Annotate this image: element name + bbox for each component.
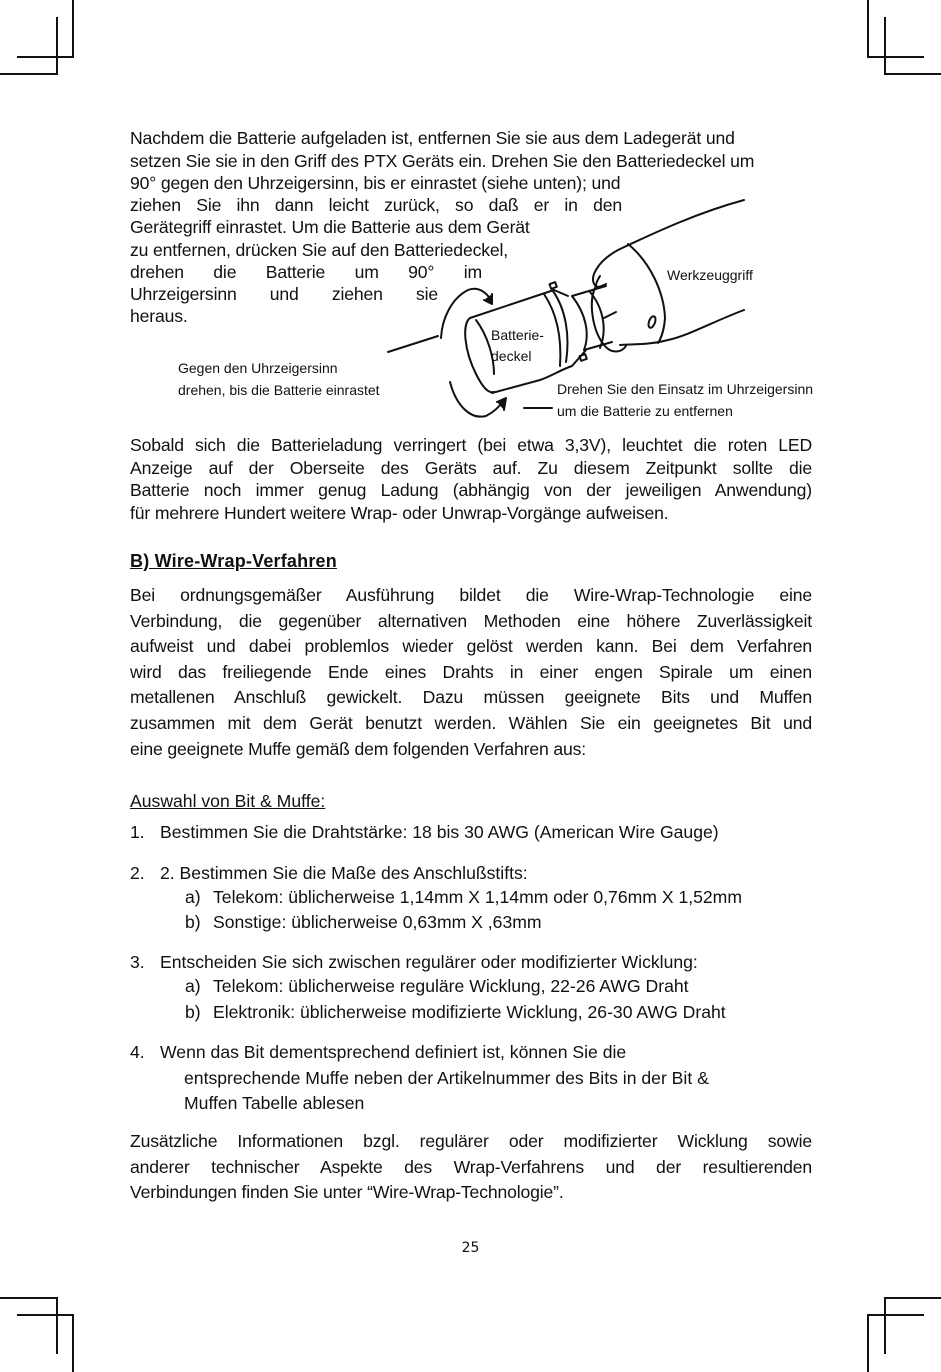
list-number: 1. [130, 822, 145, 842]
text-line: Uhrzeigersinn und ziehen sie [130, 284, 438, 304]
text-line: eine geeignete Muffe gemäß dem folgenden Verfahren aus: [130, 738, 587, 759]
list-text: Wenn das Bit dementsprechend definiert ist, können Sie die [160, 1042, 627, 1062]
text-line: Sobald sich die Batterieladung verringert (bei etwa 3,3V), leuchtet die roten LED [130, 435, 812, 455]
text-line: anderer technischer Aspekte des Wrap-Verfahrens und der resultierenden [130, 1156, 812, 1177]
label-tool-grip: Werkzeuggriff [667, 267, 753, 283]
text-line: setzen Sie sie in den Griff des PTX Geräts ein. Drehen Sie den Batteriedeckel um [130, 150, 755, 171]
label-battery-cap [491, 325, 544, 367]
text-line: für mehrere Hundert weitere Wrap- oder Unwrap-Vorgänge aufweisen. [130, 502, 669, 523]
label-line: um die Batterie zu entfernen [557, 403, 733, 419]
crop-mark [867, 1314, 869, 1372]
label-battery-cap-line: deckel [491, 348, 532, 364]
text-line: metallenen Anschluß gewickelt. Dazu müssen geeignete Bits und Muffen [130, 687, 812, 708]
label-battery-cap-line: Batterie- [491, 327, 544, 343]
list-item [130, 862, 528, 884]
text-line: drehen die Batterie um 90° im [130, 262, 482, 282]
subsection-heading: Auswahl von Bit & Muffe: [130, 791, 326, 811]
grip-seam [628, 244, 665, 343]
sub-list-text: Elektronik: üblicherweise modifizierte Wicklung, 26-30 AWG Draht [213, 1002, 726, 1022]
battery-insertion-illustration [0, 0, 941, 440]
list-item-continuation: entsprechende Muffe neben der Artikelnummer des Bits in der Bit & [184, 1068, 709, 1088]
label-line: Drehen Sie den Einsatz im Uhrzeigersinn [557, 381, 814, 397]
sub-list-letter: a) [185, 976, 201, 996]
rotate-arrow-icon [450, 382, 504, 417]
text-line: Verbindungen finden Sie unter “Wire-Wrap-Technologie”. [130, 1182, 564, 1203]
sub-list-text: Telekom: üblicherweise 1,14mm X 1,14mm oder 0,76mm X 1,52mm [213, 887, 742, 907]
list-item-continuation: Muffen Tabelle ablesen [184, 1093, 365, 1113]
battery-low-paragraph [130, 434, 812, 524]
list-text: Entscheiden Sie sich zwischen regulärer oder modifizierter Wicklung: [160, 952, 698, 972]
list-item [130, 821, 719, 843]
list-number: 2. [130, 863, 145, 883]
text-line: Nachdem die Batterie aufgeladen ist, entfernen Sie sie aus dem Ladegerät und [130, 128, 735, 148]
label-clockwise [557, 378, 813, 422]
text-line: zusammen mit dem Gerät benutzt werden. Wählen Sie ein geeignetes Bit und [130, 712, 812, 733]
sub-list-letter: a) [185, 887, 201, 907]
crop-mark [884, 1297, 886, 1354]
text-line: Verbindung, die gegenüber alternativen Methoden eine höhere Zuverlässigkeit [130, 610, 812, 631]
crop-mark [72, 1314, 74, 1372]
page-number: 25 [461, 1240, 480, 1256]
label-line: drehen, bis die Batterie einrastet [178, 382, 380, 398]
list-item [130, 1041, 627, 1063]
text-line: Gerätegriff einrastet. Um die Batterie aus dem Gerät [130, 217, 530, 237]
text-line: Bei ordnungsgemäßer Ausführung bildet die Wire-Wrap-Technologie eine [130, 585, 812, 605]
section-heading: B) Wire-Wrap-Verfahren [130, 551, 337, 571]
list-number: 4. [130, 1042, 145, 1062]
text-line: heraus. [130, 306, 188, 326]
crop-mark [867, 1314, 924, 1316]
text-line: zu entfernen, drücken Sie auf den Batteriedeckel, [130, 239, 509, 260]
sub-list-text: Telekom: üblicherweise reguläre Wicklung, 22-26 AWG Draht [213, 976, 689, 996]
text-line: aufweist und dabei problemlos wieder gelöst werden kann. Bei dem Verfahren [130, 636, 812, 657]
leader-line [388, 336, 438, 352]
sub-list-letter: b) [185, 1002, 201, 1022]
sub-list-item [185, 975, 689, 997]
sub-list-item [185, 1001, 726, 1023]
crop-mark [0, 1297, 58, 1299]
text-line: wird das freiliegende Ende eines Drahts in einer engen Spirale um einen [130, 661, 812, 682]
sub-list-item [185, 911, 542, 933]
list-text: Bestimmen Sie die Drahtstärke: 18 bis 30 AWG (American Wire Gauge) [160, 822, 719, 842]
crop-mark [17, 1314, 74, 1316]
text-line: Zusätzliche Informationen bzgl. regulärer oder modifizierter Wicklung sowie [130, 1131, 812, 1151]
list-text: 2. Bestimmen Sie die Maße des Anschlußstifts: [160, 863, 528, 883]
sub-list-item [185, 886, 742, 908]
list-number: 3. [130, 952, 145, 972]
text-line: Batterie noch immer genug Ladung (abhängig von der jeweiligen Anwendung) [130, 480, 812, 500]
section-b-paragraph [130, 583, 812, 762]
text-line: ziehen Sie ihn dann leicht zurück, so daß er in den [130, 195, 622, 215]
crop-mark [56, 1297, 58, 1354]
crop-mark [884, 1297, 941, 1299]
list-item [130, 951, 698, 973]
label-counterclockwise [178, 357, 380, 401]
sub-list-text: Sonstige: üblicherweise 0,63mm X ,63mm [213, 912, 542, 932]
text-line: 90° gegen den Uhrzeigersinn, bis er einrastet (siehe unten); und [130, 173, 621, 193]
text-line: Anzeige auf der Oberseite des Geräts auf. Zu diesem Zeitpunkt sollte die [130, 457, 812, 478]
closing-paragraph [130, 1129, 812, 1206]
label-line: Gegen den Uhrzeigersinn [178, 360, 338, 376]
sub-list-letter: b) [185, 912, 201, 932]
